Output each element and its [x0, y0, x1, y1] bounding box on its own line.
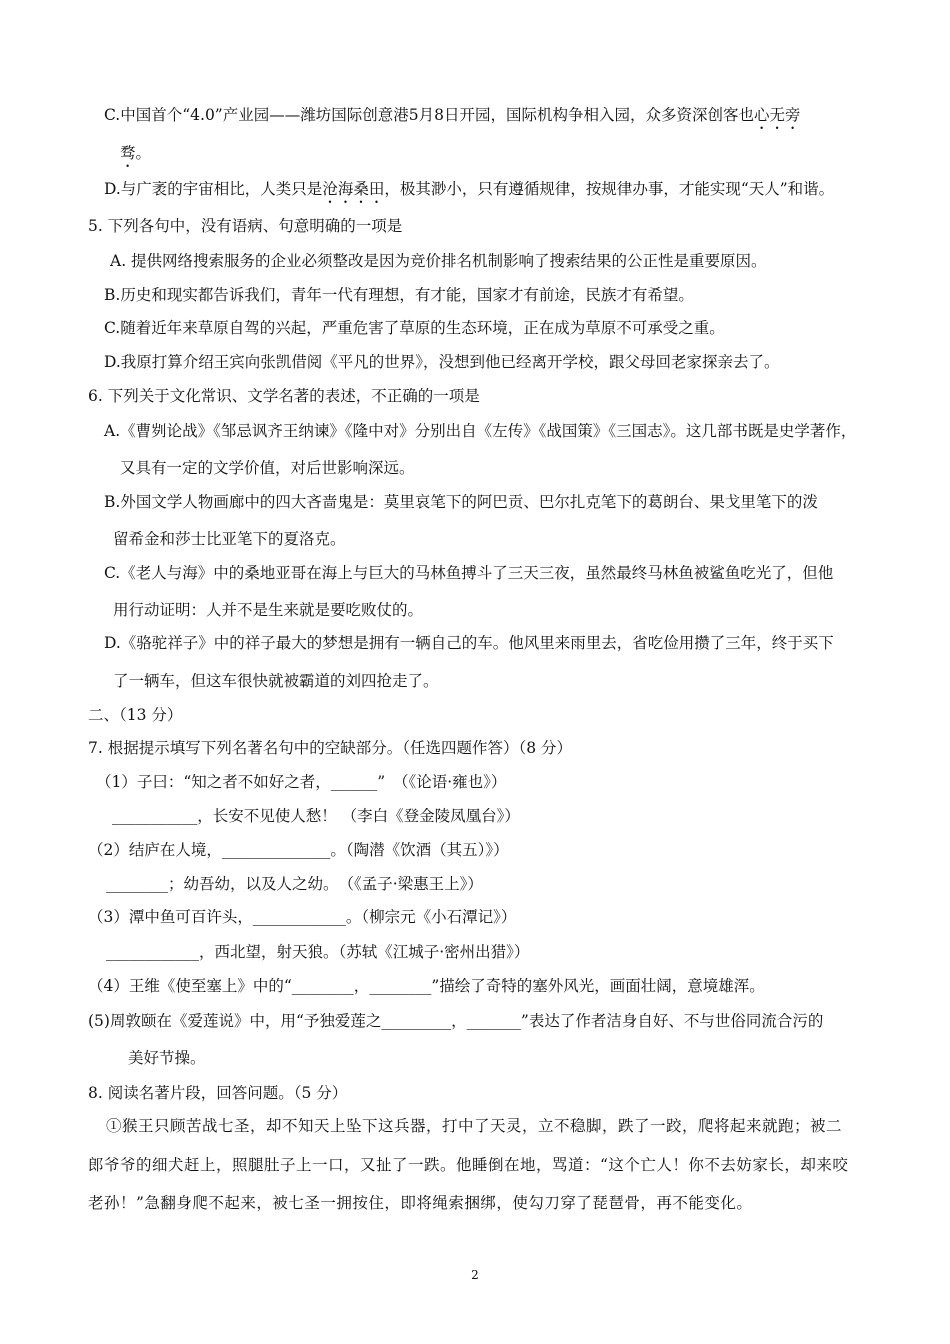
q5-option-c: C.随着近年来草原自驾的兴起，严重危害了草原的生态环境，正在成为草原不可承受之重。 [104, 319, 725, 337]
fill-blank[interactable]: ___________ [112, 807, 198, 825]
q7-item-2b: ________；幼吾幼，以及人之幼。 （《孟子·梁惠王上》） [106, 875, 483, 893]
excerpt-line-2: 郎爷爷的细犬赶上，照腿肚子上一口，又扯了一跌。他睡倒在地，骂道：“这个亡人！你不去妨家长，却来咬 [88, 1156, 849, 1174]
question-6-stem: 6. 下列关于文化常识、文学名著的表述，不正确的一项是 [88, 387, 480, 405]
q6-option-b-line2: 留希金和莎士比亚笔下的夏洛克。 [113, 530, 346, 548]
question-5-stem: 5. 下列各句中，没有语病、句意明确的一项是 [88, 217, 403, 235]
dotted-phrase: 骛 [120, 144, 136, 162]
page-number: 2 [471, 1268, 479, 1282]
fill-blank[interactable]: ________ [106, 875, 168, 893]
fill-blank[interactable]: ______________ [221, 841, 331, 859]
q6-option-c-line2: 用行动证明：人并不是生来就是要吃败仗的。 [113, 601, 424, 619]
fill-blank[interactable]: _______ [466, 1012, 521, 1030]
fill-blank[interactable]: ________ [369, 977, 432, 995]
option-c-line2: 骛。 [120, 144, 152, 162]
q6-option-d-line2: 了一辆车，但这车很快就被霸道的刘四抢走了。 [113, 672, 439, 690]
option-c-text: C.中国首个“4.0”产业园——潍坊国际创意港5月8日开园，国际机构争相入园，众多资深创客也 [104, 106, 754, 124]
q7-item-5-line2: 美好节操。 [128, 1049, 206, 1067]
q6-option-b-line1: B.外国文学人物画廊中的四大吝啬鬼是：莫里哀笔下的阿巴贡、巴尔扎克笔下的葛朗台、果戈里笔下的泼 [104, 493, 818, 511]
fill-blank[interactable]: ______ [330, 773, 378, 791]
q6-option-a-line1: A.《曹刿论战》《邹忌讽齐王纳谏》《隆中对》分别出自《左传》《战国策》《三国志》。这几部书既是史学著作， [104, 422, 857, 440]
fill-blank[interactable]: _________ [381, 1012, 452, 1030]
q6-option-c-line1: C.《老人与海》中的桑地亚哥在海上与巨大的马林鱼搏斗了三天三夜，虽然最终马林鱼被鲨鱼吃光了，但他 [104, 564, 834, 582]
q7-item-5: (5)周敦颐在《爱莲说》中，用“予独爱莲之_________，_______”表达了作者洁身自好、不与世俗同流合污的 [88, 1012, 824, 1030]
fill-blank[interactable]: ____________ [252, 908, 346, 926]
q7-item-1b: ___________，长安不见使人愁！ （李白《登金陵凤凰台》） [112, 807, 520, 825]
dotted-phrase: 沧海桑田 [322, 180, 385, 198]
dotted-phrase: 心无旁 [753, 106, 801, 124]
q5-option-b: B.历史和现实都告诉我们，青年一代有理想，有才能，国家才有前途，民族才有希望。 [104, 286, 694, 304]
section-heading: 二、（13 分） [88, 706, 183, 724]
q7-item-2a: （2）结庐在人境，______________。（陶潜《饮酒（其五）》） [88, 841, 509, 859]
q6-option-d-line1: D.《骆驼祥子》中的祥子最大的梦想是拥有一辆自己的车。他风里来雨里去，省吃俭用攒了三年，终于买下 [104, 634, 834, 652]
excerpt-line-1: ①猴王只顾苦战七圣，却不知天上坠下这兵器，打中了天灵，立不稳脚，跌了一跤，爬将起来就跑；被二 [106, 1117, 843, 1135]
q5-option-d: D.我原打算介绍王宾向张凯借阅《平凡的世界》，没想到他已经离开学校，跟父母回老家探亲去了。 [104, 353, 780, 371]
q7-item-3b: ____________，西北望，射天狼。（苏轼《江城子·密州出猎》） [106, 943, 530, 961]
excerpt-line-3: 老孙！”急翻身爬不起来，被七圣一拥按住，即将绳索捆绑，使勾刀穿了琵琶骨，再不能变化。 [88, 1194, 753, 1212]
question-7-stem: 7. 根据提示填写下列名著名句中的空缺部分。（任选四题作答）（8 分） [88, 739, 573, 757]
option-d: D.与广袤的宇宙相比，人类只是沧海桑田，极其渺小，只有遵循规律，按规律办事，才能实现“天人”和谐。 [104, 180, 835, 198]
option-c-line1 [104, 105, 800, 133]
q7-item-4: （4）王维《使至塞上》中的“________，________”描绘了奇特的塞外风光，画面壮阔，意境雄浑。 [88, 977, 765, 995]
q6-option-a-line2: 又具有一定的文学价值，对后世影响深远。 [120, 459, 415, 477]
q5-option-a: A. 提供网络搜索服务的企业必须整改是因为竞价排名机制影响了搜索结果的公正性是重要原因。 [110, 252, 767, 270]
fill-blank[interactable]: ____________ [106, 943, 199, 961]
q7-item-3a: （3）潭中鱼可百许头，____________。（柳宗元《小石潭记》） [88, 908, 517, 926]
fill-blank[interactable]: ________ [291, 977, 354, 995]
q7-item-1a: （1）子曰：“知之者不如好之者，______” （《论语·雍也》） [96, 773, 507, 791]
question-8-stem: 8. 阅读名著片段，回答问题。（5 分） [88, 1084, 348, 1102]
